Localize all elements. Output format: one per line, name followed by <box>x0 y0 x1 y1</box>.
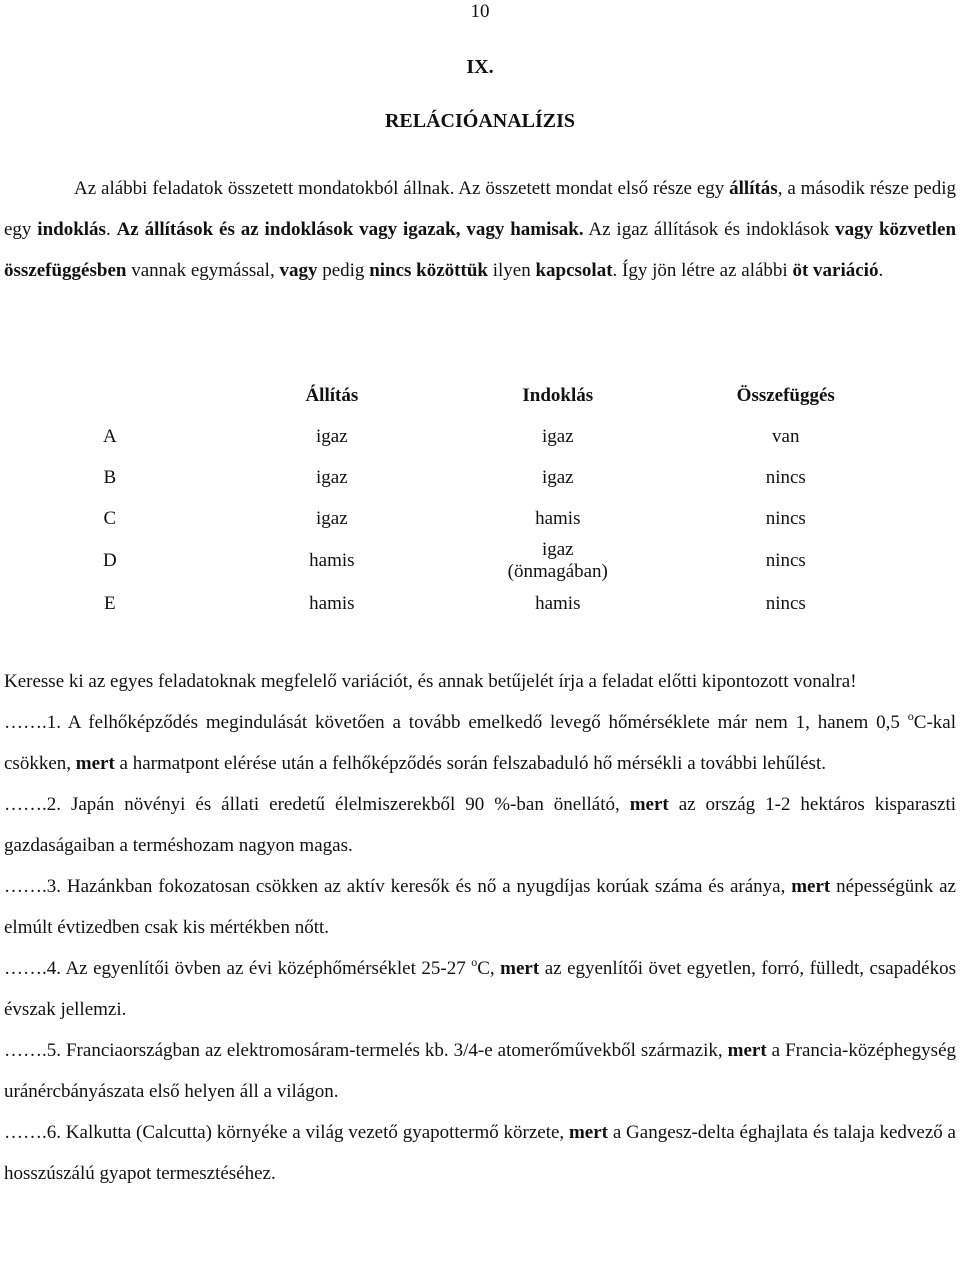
bold-text: öt variáció <box>792 260 879 281</box>
task-item <box>4 1030 956 1112</box>
reason-cell: hamis <box>535 507 581 529</box>
text-run: …….4. Az egyenlítői övben az évi középhőmérséklet 25-27 <box>4 958 472 979</box>
task-item <box>4 784 956 866</box>
bold-text: kapcsolat <box>535 260 613 281</box>
task-section <box>4 661 956 1194</box>
text-run: pedig <box>317 260 370 281</box>
bold-text: Az állítások és az indoklások vagy igazak, vagy hamisak. <box>116 219 584 240</box>
text-run: …….6. Kalkutta (Calcutta) környéke a világ vezető gyapottermő körzete, <box>4 1122 569 1143</box>
superscript-degree: o <box>907 709 914 723</box>
statement-cell: igaz <box>316 425 348 447</box>
text-run: …….1. A felhőképződés megindulását követően a tovább emelkedő levegő hőmérséklete már nem 1, hanem 0,5 <box>4 712 908 733</box>
chapter-number: IX. <box>466 56 494 78</box>
text-run: C, <box>477 958 501 979</box>
relation-cell: nincs <box>765 466 806 488</box>
variation-letter: A <box>102 425 117 447</box>
reason-cell: igaz <box>541 466 574 488</box>
page-title: RELÁCIÓANALÍZIS <box>384 110 576 132</box>
bold-text: mert <box>727 1040 767 1061</box>
variation-letter: D <box>102 550 117 571</box>
relation-cell: van <box>772 425 800 447</box>
table-header-cell: Összefüggés <box>736 384 835 406</box>
intro-paragraph <box>4 168 956 291</box>
text-run: …….3. Hazánkban fokozatosan csökken az aktív keresők és nő a nyugdíjas korúak száma és aránya, <box>4 876 792 897</box>
bold-text: vagy <box>279 260 318 281</box>
text-run: . <box>878 260 884 281</box>
statement-cell: igaz <box>316 507 348 529</box>
text-run: C-kal csökken, <box>4 712 956 774</box>
text-run: . Így jön létre az alábbi <box>612 260 793 281</box>
instruction-text: Keresse ki az egyes feladatoknak megfelelő variációt, és annak betűjelét írja a feladat előtti kipontozott vonalra! <box>4 671 857 692</box>
task-item <box>4 702 956 784</box>
table-header-cell: Állítás <box>305 384 359 406</box>
relation-cell: nincs <box>765 550 806 571</box>
relation-cell: nincs <box>765 592 806 614</box>
bold-text: állítás <box>729 178 778 199</box>
statement-cell: hamis <box>309 592 355 614</box>
variation-letter: B <box>103 466 117 488</box>
bold-text: nincs közöttük <box>369 260 488 281</box>
table-row <box>60 583 960 624</box>
text-run: a harmatpont elérése után a felhőképződés során felszabaduló hő mérsékli a további lehűlést. <box>114 753 826 774</box>
relation-cell: nincs <box>765 507 806 529</box>
text-run: , a második része pedig egy <box>4 178 956 240</box>
table-header-cell <box>60 375 160 416</box>
bold-text: vagy közvetlen összefüggésben <box>4 219 957 281</box>
page-number: 10 <box>470 1 490 22</box>
text-run: Az igaz állítások és indoklások <box>583 219 836 240</box>
table-row <box>60 416 960 457</box>
task-item <box>4 1112 956 1194</box>
table-header-cell: Indoklás <box>522 384 594 406</box>
text-run: a Gangesz-delta éghajlata és talaja kedvező a hosszúszálú gyapot termesztéséhez. <box>4 1122 956 1184</box>
variation-table <box>60 375 960 624</box>
statement-cell: igaz <box>316 466 348 488</box>
text-run: vannak egymással, <box>126 260 280 281</box>
text-run: . <box>105 219 117 240</box>
statement-cell: hamis <box>309 550 355 571</box>
text-run: ilyen <box>487 260 536 281</box>
variation-letter: C <box>103 507 117 529</box>
text-run: …….5. Franciaországban az elektromosáram-termelés kb. 3/4-e atomerőművekből származik, <box>4 1040 728 1061</box>
text-run: az egyenlítői övet egyetlen, forró, fülledt, csapadékos évszak jellemzi. <box>4 958 957 1020</box>
table-row <box>60 498 960 539</box>
bold-text: indoklás <box>37 219 106 240</box>
bold-text: mert <box>75 753 115 774</box>
text-run: az ország 1-2 hektáros kisparaszti gazdaságaiban a terméshozam nagyon magas. <box>4 794 956 856</box>
task-item <box>4 866 956 948</box>
reason-cell: hamis <box>535 592 581 614</box>
bold-text: mert <box>568 1122 609 1143</box>
bold-text: mert <box>629 794 669 815</box>
bold-text: mert <box>791 876 831 897</box>
reason-cell: igaz <box>541 425 574 447</box>
bold-text: mert <box>500 958 540 979</box>
text-run: Az alábbi feladatok összetett mondatokból állnak. Az összetett mondat első része egy <box>74 178 730 199</box>
task-item <box>4 948 956 1030</box>
text-run: a Francia-középhegység uránércbányászata első helyen áll a világon. <box>4 1040 957 1102</box>
table-row <box>60 539 960 583</box>
variation-letter: E <box>104 592 116 614</box>
text-run: népességünk az elmúlt évtizedben csak kis mértékben nőtt. <box>4 876 956 938</box>
table-row <box>60 457 960 498</box>
table-header-row <box>60 375 960 416</box>
reason-cell: igaz (önmagában) <box>507 539 608 582</box>
text-run: …….2. Japán növényi és állati eredetű élelmiszerekből 90 %-ban önellátó, <box>4 794 630 815</box>
superscript-degree: o <box>471 955 478 969</box>
